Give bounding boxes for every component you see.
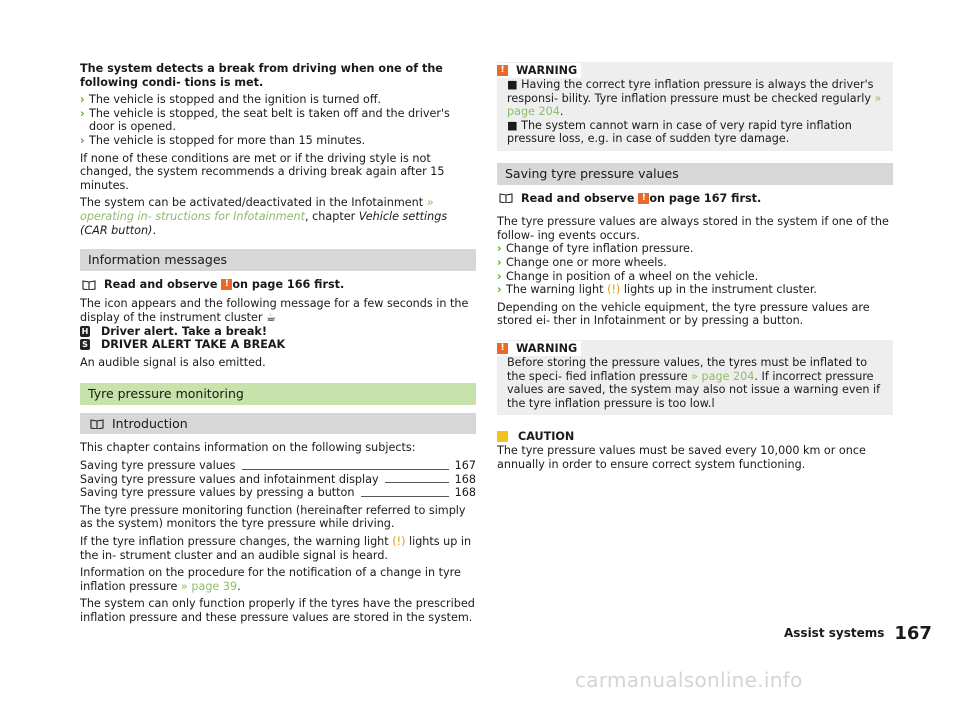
book-icon <box>90 419 104 429</box>
toc-entry[interactable]: Saving tyre pressure values by pressing a button 168 <box>80 486 476 500</box>
warning-box: ! WARNING ■ Having the correct tyre inflation pressure is always the driver's responsi- bility. Tyre inflation pressure must be checked regularly » page 204. ■ The system cannot warn in case of very rapid tyre inflation pressure loss, e.g. in case of sudden tyre damage. <box>497 62 893 151</box>
page-link[interactable]: » page 204 <box>691 369 755 383</box>
section-heading-green: Tyre pressure monitoring <box>80 383 476 405</box>
paragraph: The system can only function properly if the tyres have the prescribed inflation pressure and these pressure values are stored in the system. <box>80 597 475 624</box>
display-type-badge: S <box>80 339 90 350</box>
warning-label: ! WARNING <box>497 341 581 356</box>
break-intro: The system detects a break from driving when one of the following condi- tions is met. <box>80 62 443 89</box>
paragraph: The tyre pressure monitoring function (hereinafter referred to simply as the system) monitors the tyre pressure while driving. <box>80 503 466 531</box>
page-link[interactable]: » page 204 <box>507 91 882 119</box>
paragraph: Depending on the vehicle equipment, the tyre pressure values are stored ei- ther in Infotainment or by pressing a button. <box>497 300 870 328</box>
list-item: › The vehicle is stopped and the ignition is turned off. <box>80 93 382 107</box>
warning-box: ! WARNING Before storing the pressure values, the tyres must be inflated to the speci- fied inflation pressure » page 204. If incorrect pressure values are saved, the system may also not issue a warning even if the tyre inflation pressure is too low.l <box>497 340 893 415</box>
list-item: › Change one or more wheels. <box>497 255 667 269</box>
arrow-icon: › <box>497 283 502 297</box>
paragraph: The tyre pressure values are always stored in the system if one of the follow- ing events occurs. <box>497 215 889 242</box>
paragraph: The icon appears and the following message for a few seconds in the display of the instrument cluster ☕ <box>80 297 469 324</box>
arrow-icon: › <box>497 242 502 256</box>
toc-entry[interactable]: Saving tyre pressure values and infotainment display 168 <box>80 472 476 486</box>
caution-label: CAUTION <box>497 429 893 444</box>
caution-icon <box>497 431 508 442</box>
warning-icon: ! <box>638 193 649 204</box>
caution-box: CAUTION The tyre pressure values must be saved every 10,000 km or once annually in order to ensure correct system functioning. <box>497 429 893 471</box>
page-footer <box>780 623 960 644</box>
section-heading: Information messages <box>80 249 476 271</box>
paragraph: Information on the procedure for the notification of a change in tyre inflation pressure » page 39. <box>80 566 461 593</box>
tyre-pressure-warning-icon: (!) <box>607 283 621 297</box>
list-item: › The vehicle is stopped, the seat belt is taken off and the driver's door is opened. <box>80 106 450 134</box>
warning-label: ! WARNING <box>497 63 581 78</box>
right-column <box>497 62 893 475</box>
page-link[interactable]: » page 39 <box>180 579 238 593</box>
list-item: › Change of tyre inflation pressure. <box>497 242 694 256</box>
paragraph: This chapter contains information on the following subjects: <box>80 441 416 455</box>
paragraph: If the tyre inflation pressure changes, the warning light (!) lights up in the in- strument cluster and an audible signal is heard. <box>80 535 472 562</box>
section-heading: Saving tyre pressure values <box>497 163 893 185</box>
warning-icon: ! <box>221 279 232 290</box>
arrow-icon: › <box>80 133 85 147</box>
arrow-icon: › <box>497 269 502 283</box>
list-item: › Change in position of a wheel on the vehicle. <box>497 269 759 283</box>
warning-icon: ! <box>497 343 508 354</box>
paragraph: If none of these conditions are met or if the driving style is not changed, the system recommends a driving break again after 15 minutes. <box>80 151 445 192</box>
read-observe-note: Read and observe ! on page 166 first. <box>80 278 476 292</box>
arrow-icon: › <box>80 106 85 120</box>
section-name: Assist systems <box>784 626 885 640</box>
list-item: › The warning light (!) lights up in the instrument cluster. <box>497 283 817 297</box>
page-number: 167 <box>894 623 932 644</box>
arrow-icon: › <box>497 255 502 269</box>
arrow-icon: › <box>80 93 85 107</box>
list-item: › The vehicle is stopped for more than 15 minutes. <box>80 133 366 147</box>
message-line: H Driver alert. Take a break! <box>81 324 267 338</box>
left-column <box>80 62 476 629</box>
display-type-badge: H <box>81 326 89 336</box>
read-observe-note: Read and observe ! on page 167 first. <box>497 192 893 206</box>
paragraph: The system can be activated/deactivated in the Infotainment » operating in- structions for Infotainment, chapter Vehicle settings (CAR button). <box>80 196 448 237</box>
paragraph: An audible signal is also emitted. <box>80 355 266 369</box>
toc-entry[interactable]: Saving tyre pressure values 167 <box>80 459 476 473</box>
watermark: carmanualsonline.info <box>575 668 803 692</box>
manual-link[interactable]: » operating in- structions for Infotainment <box>80 196 434 223</box>
subsection-heading: Introduction <box>80 413 476 435</box>
warning-icon: ! <box>497 65 508 76</box>
book-icon <box>499 193 513 203</box>
tyre-pressure-warning-icon: (!) <box>392 535 406 549</box>
message-line: S DRIVER ALERT TAKE A BREAK <box>80 338 476 352</box>
coffee-cup-icon: ☕ <box>266 310 277 324</box>
book-icon <box>82 280 96 290</box>
